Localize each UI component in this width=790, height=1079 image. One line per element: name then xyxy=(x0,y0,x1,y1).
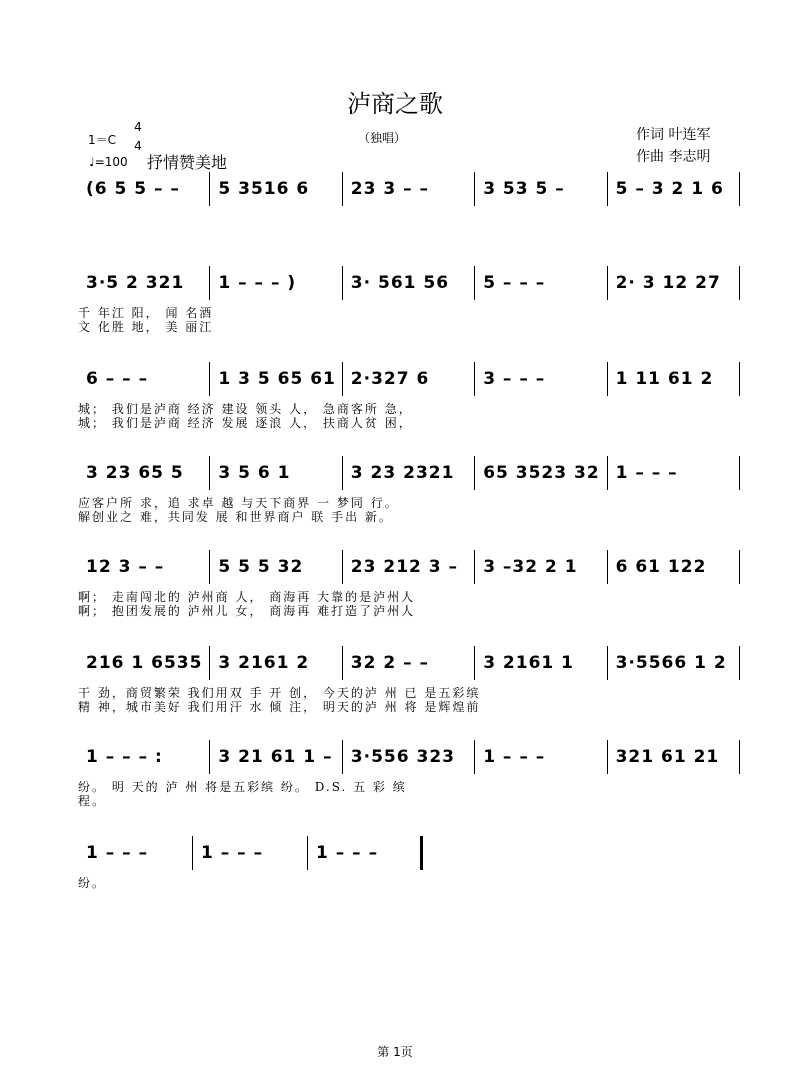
measure: (6 5 5 – – xyxy=(86,179,180,199)
barline xyxy=(474,456,475,490)
barline xyxy=(342,172,343,206)
measure: 3 21 61 1 – xyxy=(218,747,333,767)
barline xyxy=(474,740,475,774)
barline xyxy=(342,266,343,300)
measure: 6 61 122 xyxy=(615,557,707,577)
lyricist-credit: 作词 叶连军 xyxy=(636,127,711,143)
measure: 3· 561 56 xyxy=(350,273,450,293)
measure: 5 – 3 2 1 6 xyxy=(615,179,724,199)
measure: 2·327 6 xyxy=(350,369,430,389)
expression-marking: 抒情赞美地 xyxy=(147,153,228,172)
measure: 1 11 61 2 xyxy=(615,369,714,389)
notes-line xyxy=(78,550,740,584)
barline xyxy=(607,646,608,680)
measure: 1 – – – xyxy=(615,463,678,483)
notes-line xyxy=(78,172,740,206)
notes-line xyxy=(78,740,740,774)
lyric-line: 纷。 xyxy=(78,876,107,890)
measure: 3·556 323 xyxy=(350,747,455,767)
measure: 3 – – – xyxy=(483,369,546,389)
barline xyxy=(209,266,210,300)
measure: 23 3 – – xyxy=(350,179,430,199)
lyric-line: 啊； 走南闯北的 泸州商 人， 商海再 大靠的是泸州人 xyxy=(78,590,416,604)
barline xyxy=(607,362,608,396)
barline xyxy=(342,550,343,584)
measure: 3 2161 2 xyxy=(218,653,310,673)
measure: 1 – – – ) xyxy=(218,273,297,293)
measure: 3 –32 2 1 xyxy=(483,557,578,577)
lyric-line: 应客户所 求，追 求卓 越 与天下商界 一 梦同 行。 xyxy=(78,496,399,510)
measure: 5 5 5 32 xyxy=(218,557,304,577)
notes-line xyxy=(78,266,740,300)
lyric-line: 纷。 明 天的 泸 州 将是五彩缤 纷。 D.S. 五 彩 缤 xyxy=(78,780,407,794)
lyric-line: 精 神，城市美好 我们用汗 水 倾 注， 明天的泸 州 将 是辉煌前 xyxy=(78,700,481,714)
barline xyxy=(739,550,740,584)
measure: 12 3 – – xyxy=(86,557,165,577)
measure: 2· 3 12 27 xyxy=(615,273,721,293)
final-barline xyxy=(420,836,423,870)
measure: 216 1 6535 xyxy=(86,653,203,673)
barline xyxy=(739,172,740,206)
measure: 23 212 3 – xyxy=(350,557,459,577)
measure: 32 2 – – xyxy=(350,653,430,673)
measure: 3 23 2321 xyxy=(350,463,455,483)
lyric-line: 解创业之 难，共同发 展 和世界商户 联 手出 新。 xyxy=(78,510,393,524)
barline xyxy=(474,550,475,584)
notes-line xyxy=(78,836,423,870)
barline xyxy=(474,172,475,206)
measure: 3 2161 1 xyxy=(483,653,574,673)
barline xyxy=(607,456,608,490)
barline xyxy=(739,362,740,396)
key-signature: 1＝C xyxy=(88,133,117,147)
song-subtitle: （独唱） xyxy=(358,131,407,145)
barline xyxy=(209,550,210,584)
measure: 1 – – – : xyxy=(86,747,163,767)
measure: 6 – – – xyxy=(86,369,149,389)
barline xyxy=(307,836,308,870)
barline xyxy=(342,362,343,396)
barline xyxy=(474,362,475,396)
barline xyxy=(607,740,608,774)
lyric-line: 城； 我们是泸商 经济 建设 领头 人， 急商客所 急， xyxy=(78,402,413,416)
measure: 3·5566 1 2 xyxy=(615,653,727,673)
barline xyxy=(739,266,740,300)
measure: 65 3523 32 xyxy=(483,463,600,483)
tempo-marking: ♩=100 xyxy=(89,155,128,169)
measure: 1 – – – xyxy=(316,843,379,863)
time-signature xyxy=(132,118,144,156)
barline xyxy=(607,266,608,300)
barline xyxy=(739,456,740,490)
page-number: 第 1页 xyxy=(377,1045,413,1059)
composer-credit: 作曲 李志明 xyxy=(636,149,711,165)
time-signature-bottom: 4 xyxy=(134,139,142,153)
barline xyxy=(209,172,210,206)
measure: 3 5 6 1 xyxy=(218,463,291,483)
lyric-line: 千 年江 阳， 闻 名酒 xyxy=(78,306,214,320)
measure: 3·5 2 321 xyxy=(86,273,185,293)
barline xyxy=(474,646,475,680)
measure: 1 3 5 65 61 xyxy=(218,369,336,389)
song-title: 泸商之歌 xyxy=(347,90,443,118)
time-signature-top: 4 xyxy=(134,120,142,134)
measure: 3 53 5 – xyxy=(483,179,565,199)
lyric-line: 干 劲，商贸繁荣 我们用双 手 开 创， 今天的泸 州 已 是五彩缤 xyxy=(78,686,481,700)
measure: 1 – – – xyxy=(201,843,264,863)
lyric-line: 啊； 抱团发展的 泸州儿 女， 商海再 难打造了泸州人 xyxy=(78,604,416,618)
barline xyxy=(209,740,210,774)
barline xyxy=(607,550,608,584)
lyric-line: 程。 xyxy=(78,794,107,808)
measure: 3 23 65 5 xyxy=(86,463,184,483)
measure: 5 – – – xyxy=(483,273,546,293)
barline xyxy=(209,456,210,490)
notes-line xyxy=(78,646,740,680)
barline xyxy=(192,836,193,870)
lyric-line: 城； 我们是泸商 经济 发展 逐浪 人， 扶商人贫 困， xyxy=(78,416,413,430)
barline xyxy=(474,266,475,300)
barline xyxy=(209,646,210,680)
credits xyxy=(636,124,710,168)
measure: 1 – – – xyxy=(483,747,546,767)
lyric-line: 文 化胜 地， 美 丽江 xyxy=(78,320,214,334)
barline xyxy=(209,362,210,396)
measure: 5 3516 6 xyxy=(218,179,310,199)
notes-line xyxy=(78,456,740,490)
notes-line xyxy=(78,362,740,396)
barline xyxy=(342,740,343,774)
measure: 1 – – – xyxy=(86,843,149,863)
barline xyxy=(607,172,608,206)
measure: 321 61 21 xyxy=(615,747,720,767)
barline xyxy=(739,646,740,680)
barline xyxy=(342,456,343,490)
barline xyxy=(342,646,343,680)
barline xyxy=(739,740,740,774)
